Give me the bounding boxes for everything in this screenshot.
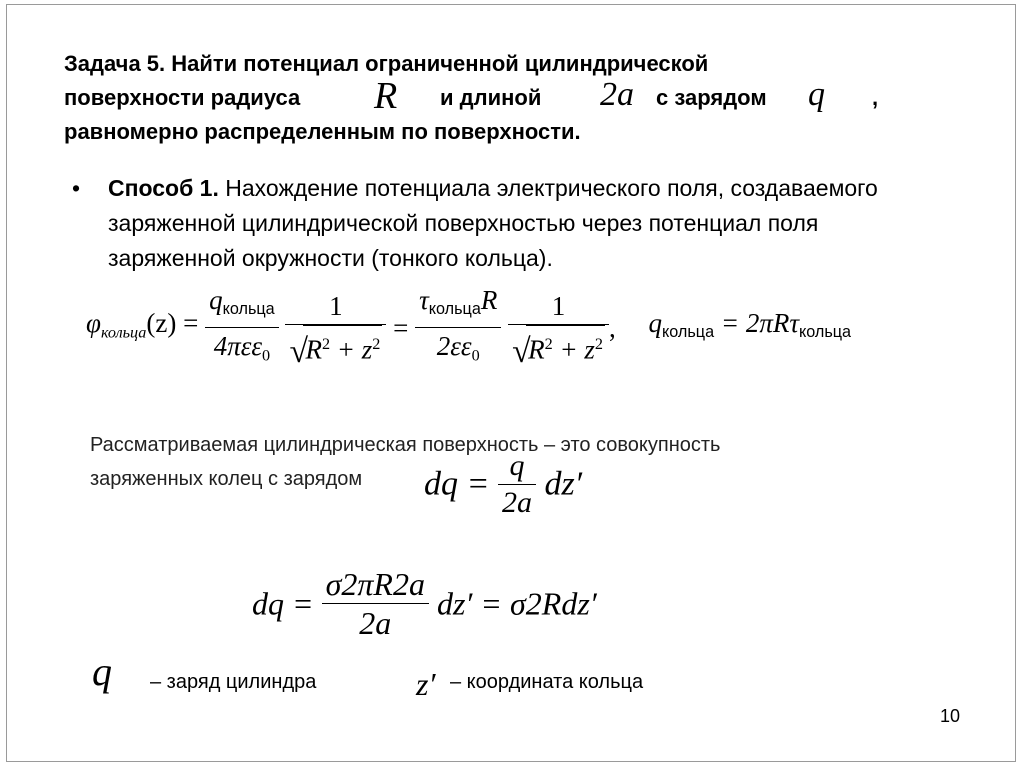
task-line-2-end: с зарядом <box>656 85 767 110</box>
bullet: • <box>72 175 81 201</box>
tau-symbol: τ <box>419 285 429 315</box>
phi-argument: (z) = <box>146 307 199 338</box>
dq-lhs: dq = <box>424 465 490 503</box>
square-exp: 2 <box>594 334 604 353</box>
task-line-1: Задача 5. Найти потенциал ограниченной цилиндрической <box>64 51 709 76</box>
r-symbol: R <box>305 334 322 365</box>
note-line-1: Рассматриваемая цилиндрическая поверхность – это совокупность <box>90 434 721 456</box>
fraction-q-over-2a <box>498 448 536 521</box>
method-line-1-text: Нахождение потенциала электрического поля, создаваемого <box>225 175 878 201</box>
eps0-subscript: 0 <box>471 346 480 365</box>
equals-sign: = <box>393 312 409 343</box>
2a-denominator: 2a <box>498 484 536 521</box>
task-line-2-start: поверхности радиуса <box>64 85 301 110</box>
numerator-one: 1 <box>551 290 566 321</box>
fraction-one-over-sqrt-2 <box>508 288 609 368</box>
fraction-tau-over-2eps <box>415 282 501 374</box>
ring-charge-rhs: = 2πRτ <box>720 308 799 339</box>
ring-charge-formula <box>649 305 852 350</box>
q-symbol: q <box>209 285 223 315</box>
task-line-2-mid: и длиной <box>440 85 542 110</box>
square-exp: 2 <box>372 334 381 353</box>
tau-subscript: кольца <box>428 299 481 318</box>
q-numerator: q <box>509 449 525 482</box>
charge-symbol: q <box>808 76 825 113</box>
method-label: Способ 1. <box>108 175 219 201</box>
eps0-subscript: 0 <box>262 346 271 365</box>
method-line-1 <box>108 172 878 205</box>
dq-formula-1 <box>424 448 582 521</box>
q-subscript: кольца <box>222 299 275 318</box>
ring-potential-formula <box>86 282 851 374</box>
legend-z-symbol: z′ <box>416 666 436 702</box>
den-4pi-eps: 4πεε <box>213 330 262 361</box>
r-symbol: R <box>480 285 498 315</box>
r-symbol: R <box>528 334 545 365</box>
task-comma: , <box>872 85 879 110</box>
plus-z: + z <box>559 334 595 365</box>
fraction-one-over-sqrt <box>285 288 386 368</box>
dq-lhs: dq = <box>252 585 314 622</box>
square-exp: 2 <box>544 334 553 353</box>
sqrt-r2-z2: √ $R^2 + z^2$ <box>512 325 605 368</box>
legend-q-text: – заряд цилиндра <box>150 671 317 693</box>
square-exp: 2 <box>321 334 331 353</box>
page-number: 10 <box>940 706 961 726</box>
dz-prime: dz′ <box>544 465 583 503</box>
formula-comma: , <box>609 312 616 343</box>
phi-subscript: кольца <box>100 323 147 342</box>
method-line-2: заряженной цилиндрической поверхностью через потенциал поля <box>108 210 819 236</box>
q-subscript: кольца <box>662 323 715 342</box>
sigma-numerator: σ2πR2a <box>325 566 425 602</box>
den-2eps: 2εε <box>436 330 472 361</box>
method-line-3: заряженной окружности (тонкого кольца). <box>108 245 553 271</box>
length-symbol: 2a <box>600 76 634 113</box>
note-line-2: заряженных колец с зарядом <box>90 468 363 490</box>
dz-rhs: dz′ = σ2Rdz′ <box>436 585 597 622</box>
2a-denominator: 2a <box>322 603 429 642</box>
fraction-q-over-4pi <box>205 282 279 374</box>
dq-formula-2 <box>252 565 597 642</box>
legend-q-symbol: q <box>92 649 112 694</box>
plus-z: + z <box>336 334 373 365</box>
task-line-3: равномерно распределенным по поверхности. <box>64 119 581 144</box>
sqrt-r2-z2: √ $R^2 + z^2$ <box>289 325 382 368</box>
fraction-sigma-over-2a <box>322 565 429 642</box>
numerator-one: 1 <box>329 290 343 321</box>
legend-z-text: – координата кольца <box>450 671 644 693</box>
tau-subscript: кольца <box>799 323 852 342</box>
q-symbol: q <box>648 308 663 339</box>
phi-symbol: φ <box>86 307 101 338</box>
radius-symbol: R <box>374 75 398 117</box>
